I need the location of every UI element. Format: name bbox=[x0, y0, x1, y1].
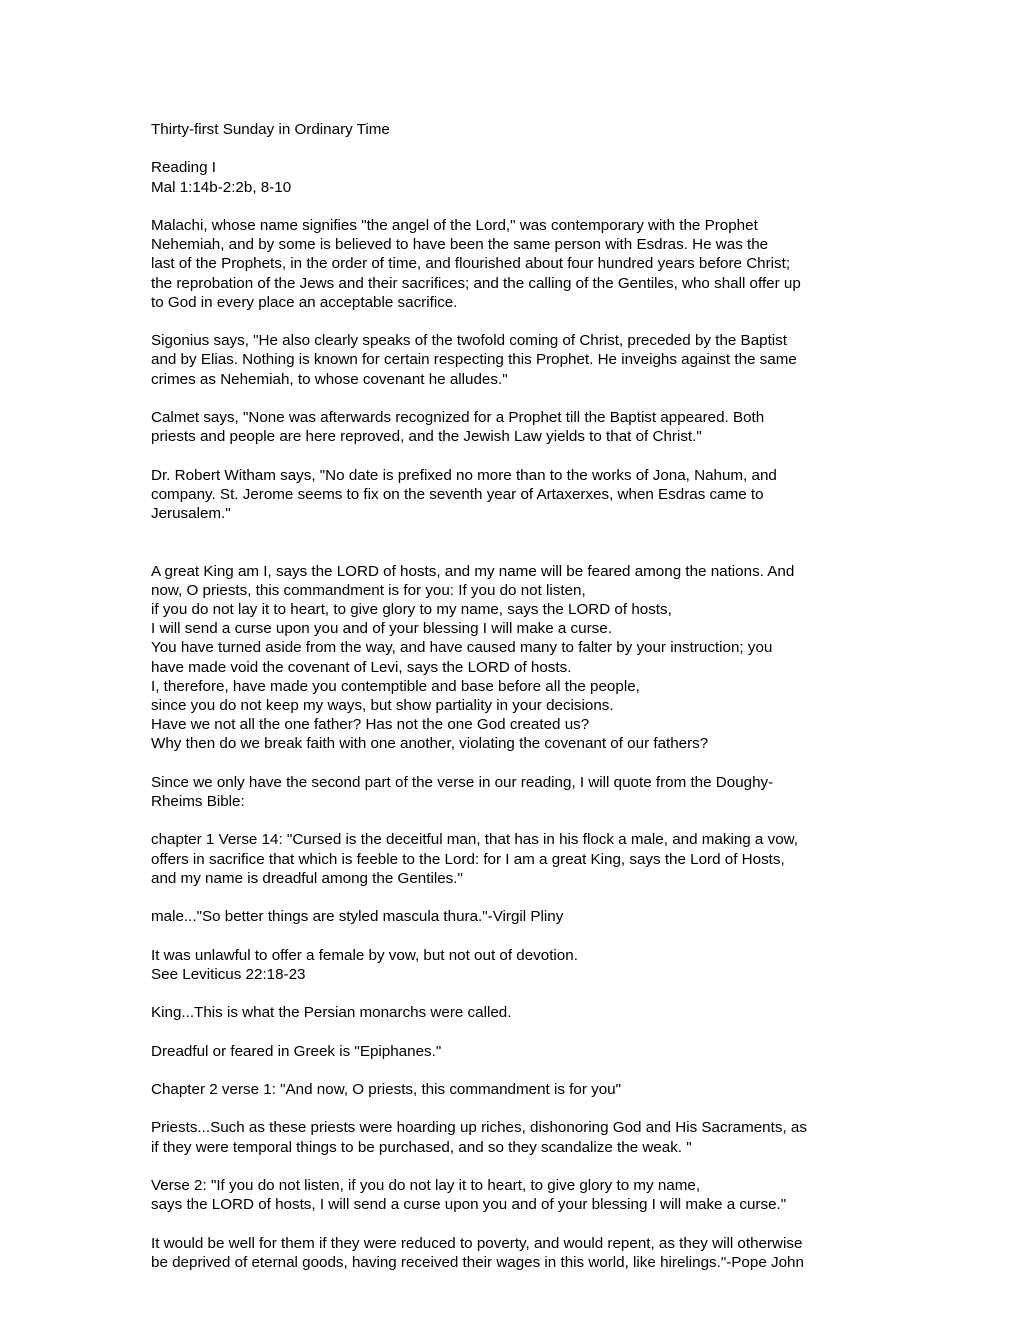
since-note-paragraph bbox=[151, 773, 881, 811]
text-line: the reprobation of the Jews and their sacrifices; and the calling of the Gentiles, who shall offer up bbox=[151, 274, 801, 292]
unlawful-paragraph bbox=[151, 946, 881, 984]
reading-heading: Reading I bbox=[151, 159, 217, 177]
sigonius-paragraph bbox=[151, 331, 881, 389]
intro-paragraph bbox=[151, 216, 881, 312]
text-line: Dr. Robert Witham says, "No date is prefixed no more than to the works of Jona, Nahum, and bbox=[151, 466, 777, 484]
text-line: now, O priests, this commandment is for you: If you do not listen, bbox=[151, 581, 586, 599]
text-line: have made void the covenant of Levi, says the LORD of hosts. bbox=[151, 658, 572, 676]
text-line: and my name is dreadful among the Gentiles." bbox=[151, 869, 463, 887]
text-line: You have turned aside from the way, and have caused many to falter by your instruction; you bbox=[151, 639, 773, 657]
dreadful-note-paragraph bbox=[151, 1042, 881, 1061]
text-line: crimes as Nehemiah, to whose covenant he alludes." bbox=[151, 370, 508, 388]
title-line: Thirty-first Sunday in Ordinary Time bbox=[151, 121, 390, 138]
verse2-paragraph bbox=[151, 1176, 881, 1214]
text-line: Malachi, whose name signifies "the angel of the Lord," was contemporary with the Prophet bbox=[151, 216, 758, 234]
text-line: chapter 1 Verse 14: "Cursed is the deceitful man, that has in his flock a male, and making a vow, bbox=[151, 831, 798, 849]
text-line: Why then do we break faith with one another, violating the covenant of our fathers? bbox=[151, 735, 709, 753]
text-line: Rheims Bible: bbox=[151, 793, 245, 810]
reading-text-paragraph bbox=[151, 562, 881, 754]
text-line: company. St. Jerome seems to fix on the seventh year of Artaxerxes, when Esdras came to bbox=[151, 485, 764, 503]
text-line: Dreadful or feared in Greek is "Epiphanes." bbox=[151, 1042, 442, 1060]
text-line: I, therefore, have made you contemptible and base before all the people, bbox=[151, 677, 640, 695]
chapter1-verse14-paragraph bbox=[151, 830, 881, 888]
text-line: since you do not keep my ways, but show partiality in your decisions. bbox=[151, 697, 614, 714]
text-line: Jerusalem." bbox=[151, 504, 231, 522]
poverty-note-paragraph bbox=[151, 1234, 881, 1272]
text-line: if they were temporal things to be purchased, and so they scandalize the weak. " bbox=[151, 1138, 692, 1156]
text-line: Verse 2: "If you do not listen, if you do not lay it to heart, to give glory to my name, bbox=[151, 1176, 701, 1194]
text-line: and by Elias. Nothing is known for certain respecting this Prophet. He inveighs against the same bbox=[151, 351, 797, 369]
text-line: offers in sacrifice that which is feeble to the Lord: for I am a great King, says the Lord of Hosts, bbox=[151, 850, 785, 868]
male-note-paragraph bbox=[151, 907, 881, 926]
text-line: See Leviticus 22:18-23 bbox=[151, 965, 306, 983]
reading-header bbox=[151, 158, 881, 196]
text-line: Sigonius says, "He also clearly speaks of the twofold coming of Christ, preceded by the Baptist bbox=[151, 332, 787, 350]
reading-reference: Mal 1:14b-2:2b, 8-10 bbox=[151, 178, 292, 196]
text-line: Chapter 2 verse 1: "And now, O priests, this commandment is for you" bbox=[151, 1080, 621, 1098]
text-line: priests and people are here reproved, and the Jewish Law yields to that of Christ." bbox=[151, 428, 702, 446]
text-line: It was unlawful to offer a female by vow, but not out of devotion. bbox=[151, 946, 578, 964]
text-line: A great King am I, says the LORD of hosts, and my name will be feared among the nations. And bbox=[151, 562, 795, 580]
text-line: last of the Prophets, in the order of time, and flourished about four hundred years before Christ; bbox=[151, 255, 791, 273]
text-line: I will send a curse upon you and of your blessing I will make a curse. bbox=[151, 620, 612, 638]
text-line: male..."So better things are styled mascula thura."-Virgil Pliny bbox=[151, 908, 564, 926]
document-page bbox=[151, 120, 881, 1291]
priests-note-paragraph bbox=[151, 1118, 881, 1156]
text-line: to God in every place an acceptable sacrifice. bbox=[151, 293, 458, 311]
king-note-paragraph bbox=[151, 1003, 881, 1022]
text-line: Nehemiah, and by some is believed to have been the same person with Esdras. He was the bbox=[151, 236, 769, 254]
text-line: Priests...Such as these priests were hoarding up riches, dishonoring God and His Sacraments, as bbox=[151, 1119, 807, 1137]
text-line: Have we not all the one father? Has not the one God created us? bbox=[151, 716, 590, 734]
witham-paragraph bbox=[151, 466, 881, 524]
text-line: Since we only have the second part of the verse in our reading, I will quote from the Doughy- bbox=[151, 773, 774, 791]
text-line: Calmet says, "None was afterwards recognized for a Prophet till the Baptist appeared. Both bbox=[151, 408, 765, 426]
calmet-paragraph bbox=[151, 408, 881, 446]
text-line: says the LORD of hosts, I will send a curse upon you and of your blessing I will make a curse." bbox=[151, 1196, 787, 1214]
chapter2-verse1-paragraph bbox=[151, 1080, 881, 1099]
document-title bbox=[151, 120, 881, 139]
text-line: King...This is what the Persian monarchs were called. bbox=[151, 1004, 512, 1022]
text-line: It would be well for them if they were reduced to poverty, and would repent, as they will otherwise bbox=[151, 1234, 803, 1252]
text-line: be deprived of eternal goods, having received their wages in this world, like hirelings."-Pope John bbox=[151, 1253, 804, 1271]
text-line: if you do not lay it to heart, to give glory to my name, says the LORD of hosts, bbox=[151, 600, 672, 618]
